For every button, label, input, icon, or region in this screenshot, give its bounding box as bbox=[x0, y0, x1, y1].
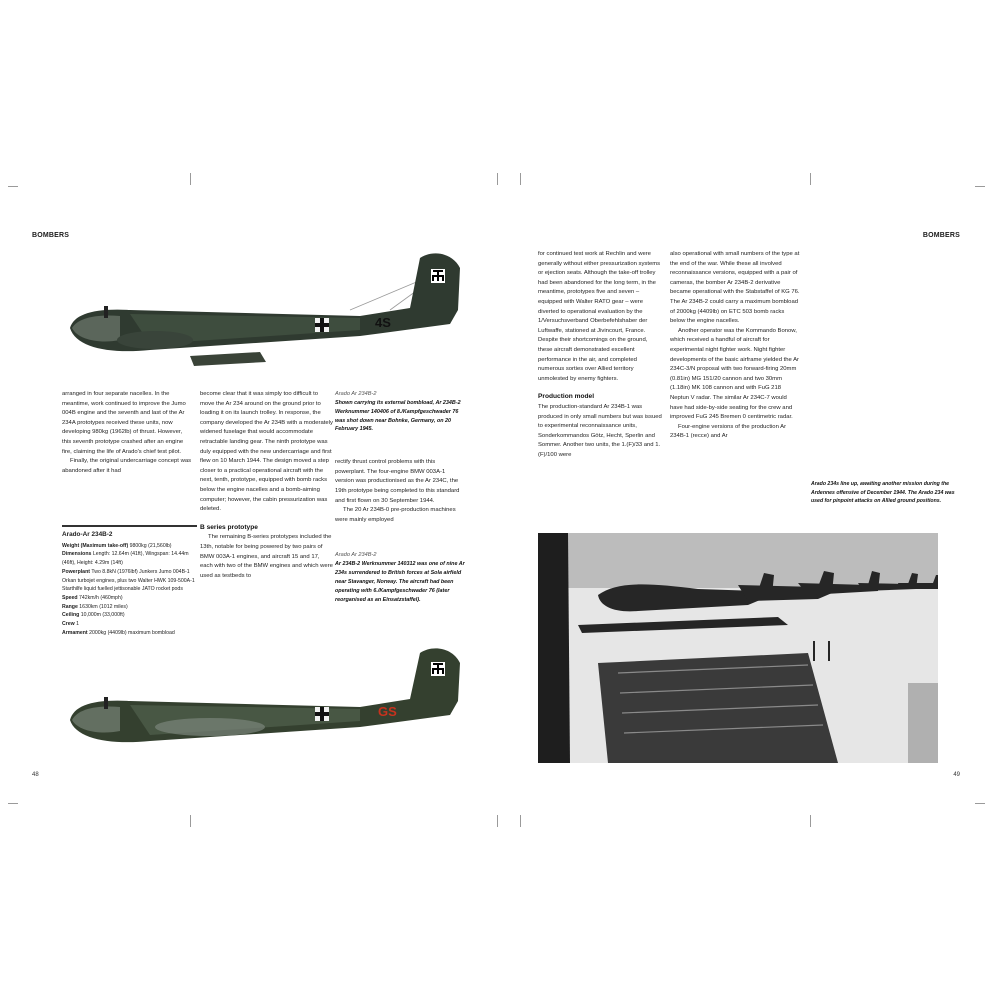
crop-mark bbox=[8, 186, 18, 187]
crop-mark bbox=[810, 815, 811, 827]
spec-value: 10,000m (33,000ft) bbox=[79, 612, 125, 619]
spec-value: 742km/h (460mph) bbox=[77, 594, 123, 601]
paragraph: The production-standard Ar 234B-1 was produced in only small numbers but was issued to experimental reconnaissance units, Sonderkommandos Götz, Hecht, Sperlin and Sommer. Another two units, the 1.(F)/33 and 1.(F)/100 were bbox=[538, 403, 662, 458]
spec-row bbox=[62, 568, 197, 594]
crop-mark bbox=[975, 803, 985, 804]
spec-value: Two 8.8kN (1976lbf) Junkers Jumo 004B-1 Orkan turbojet engines, plus two Walter HWK 109-500A-1 Starthilfe liquid fuelled jettisonable JATO rocket pods bbox=[62, 568, 195, 593]
spec-row bbox=[62, 629, 197, 638]
text-column-2 bbox=[200, 390, 333, 581]
spec-row bbox=[62, 594, 197, 603]
specifications-box bbox=[62, 525, 197, 637]
page-number: 48 bbox=[32, 772, 39, 778]
text-column-1 bbox=[538, 250, 663, 460]
paragraph: arranged in four separate nacelles. In the meantime, work continued to improve the Jumo 004B engine and the seventh and last of the Ar 234A prototypes received these units, now developing 980kg (1962lb) of thrust. However, this seventh prototype crashed after an engine fire, claiming the life of Arado's chief test pilot. bbox=[62, 391, 186, 455]
spec-row bbox=[62, 611, 197, 620]
spec-row bbox=[62, 542, 197, 551]
crop-mark bbox=[975, 186, 985, 187]
caption-body: Ar 234B-2 Werknummer 140312 was one of nine Ar 234s surrendered to British forces at Sola airfield near Stavanger, Norway. The aircraft had been operating with 6./Kampfgeschwader 76 (later reorganised as an Einsatzstaffel). bbox=[335, 561, 465, 603]
photo-image bbox=[538, 533, 938, 763]
spec-label: Armament bbox=[62, 629, 88, 636]
section-label: BOMBERS bbox=[32, 232, 70, 239]
crop-mark bbox=[497, 173, 498, 185]
section-label: BOMBERS bbox=[922, 232, 960, 239]
paragraph: rectify thrust control problems with this powerplant. The four-engine BMW 003A-1 version was productionised as the Ar 234C, the 19th prototype being completed to this standard and first flown on 30 September 1944. bbox=[335, 459, 460, 504]
paragraph: for continued test work at Rechlin and were generally without either pressurization systems or ejection seats. Although the take-off trolley had been abandoned for the long term, in the meantime, prototypes five and seven – equipped with Walter RATO gear – were diverted to operational evaluation by the 1/Versuchsverband Oberbefehlshaber der Luftwaffe, stationed at Jivincourt, France. Despite their shortcomings on the ground, these aircraft demonstrated excellent performance in the air, and completed numerous sorties over Allied territory unmolested by enemy fighters. bbox=[538, 251, 661, 382]
crop-mark bbox=[190, 173, 191, 185]
crop-mark bbox=[190, 815, 191, 827]
spec-label: Weight (Maximum take-off) bbox=[62, 542, 129, 549]
spec-value: 1 bbox=[74, 621, 80, 628]
paragraph: The remaining B-series prototypes included the 13th, notable for being powered by two pairs of BMW 003A-1 engines, and aircraft 15 and 17, each with two of the BMW engines and which were used as testbeds to bbox=[200, 534, 333, 579]
aircraft-profile-top bbox=[60, 248, 465, 373]
spec-value: 1630km (1012 miles) bbox=[77, 603, 128, 610]
page-number: 49 bbox=[953, 772, 960, 778]
aircraft-lineup-photo bbox=[538, 533, 938, 763]
spec-row bbox=[62, 550, 197, 567]
spec-value: 2000kg (4409lb) maximum bombload bbox=[87, 629, 175, 636]
spec-value: 9800kg (21,560lb) bbox=[128, 542, 172, 549]
subheading: Production model bbox=[538, 393, 595, 401]
subheading: B series prototype bbox=[200, 523, 258, 531]
caption-title: Arado Ar 234B-2 bbox=[335, 552, 377, 559]
caption-body: Shown carrying its external bombload, Ar 234B-2 Werknummer 140406 of 8./Kampfgeschwader 76 was shot down near Bohnke, Germany, on 20 February 1945. bbox=[335, 400, 461, 433]
paragraph: Another operator was the Kommando Bonow, which received a handful of aircraft for experimental night fighter work. Night fighter developments of the basic airframe yielded the Ar 234C-3/N proposal with two forward-firing 20mm (0.81in) MG 151/20 cannon and two 30mm (1.18in) MK 108 cannon and with FuG 218 Neptun V radar. The similar Ar 234C-7 would have had side-by-side seating for the crew and improved FuG 245 Bremen 0 centimetric radar. bbox=[670, 327, 800, 421]
text-column-2 bbox=[670, 250, 800, 442]
spec-row bbox=[62, 620, 197, 629]
spec-row bbox=[62, 603, 197, 612]
spec-value: Length: 12.64m (41ft), Wingspan: 14.44m (46ft), Height: 4.29m (14ft) bbox=[62, 551, 189, 567]
spec-label: Dimensions bbox=[62, 551, 92, 558]
paragraph: also operational with small numbers of the type at the end of the war. While these all involved reconnaissance versions, equipped with a pair of cameras, the bomber Ar 234B-2 derivative became operational with the Stabstaffel of KG 76. The Ar 234B-2 could carry a maximum bombload of 2000kg (4409lb) on ETC 503 bomb racks below the engine nacelles. bbox=[670, 251, 800, 325]
spec-label: Powerplant bbox=[62, 568, 90, 575]
photo-caption: Arado 234s line up, awaiting another mission during the Ardennes offensive of December 1944. The Arado 234 was used for pinpoint attacks on Allied ground positions. bbox=[811, 481, 955, 505]
paragraph: Finally, the original undercarriage concept was abandoned after it had bbox=[62, 458, 192, 474]
caption-title: Arado Ar 234B-2 bbox=[335, 391, 377, 397]
crop-mark bbox=[497, 815, 498, 827]
spec-rows bbox=[62, 542, 197, 638]
paragraph: become clear that it was simply too difficult to move the Ar 234 around on the ground prior to loading it on its launch trolley. In response, the company developed the Ar 234B with a moderately widened fuselage that would accommodate retractable landing gear. The ninth prototype was duly equipped with the new undercarriage and first flew on 10 March 1944. The design moved a step closer to a practical operational aircraft with the next, tenth, prototype, equipped with bomb racks below the engine nacelles and a bomb-aiming computer; however, the cabin pressurization was deleted. bbox=[200, 391, 333, 513]
crop-mark bbox=[8, 803, 18, 804]
spec-label: Speed bbox=[62, 594, 78, 601]
spec-label: Range bbox=[62, 603, 78, 610]
aircraft-code: GS bbox=[378, 704, 397, 719]
paragraph: The 20 Ar 234B-0 pre-production machines were mainly employed bbox=[335, 507, 456, 523]
spec-label: Crew bbox=[62, 621, 75, 628]
spec-label: Ceiling bbox=[62, 612, 80, 619]
aircraft-profile-bottom bbox=[60, 645, 465, 760]
paragraph: Four-engine versions of the production Ar 234B-1 (recce) and Ar bbox=[670, 423, 787, 440]
text-column-1 bbox=[62, 390, 192, 476]
left-page bbox=[32, 210, 480, 790]
crop-mark bbox=[520, 815, 521, 827]
right-page bbox=[518, 210, 958, 790]
crop-mark bbox=[520, 173, 521, 185]
aircraft-code: 4S bbox=[375, 315, 391, 330]
crop-mark bbox=[810, 173, 811, 185]
text-column-3 bbox=[335, 390, 465, 604]
spec-title: Arado-Ar 234B-2 bbox=[62, 531, 113, 538]
